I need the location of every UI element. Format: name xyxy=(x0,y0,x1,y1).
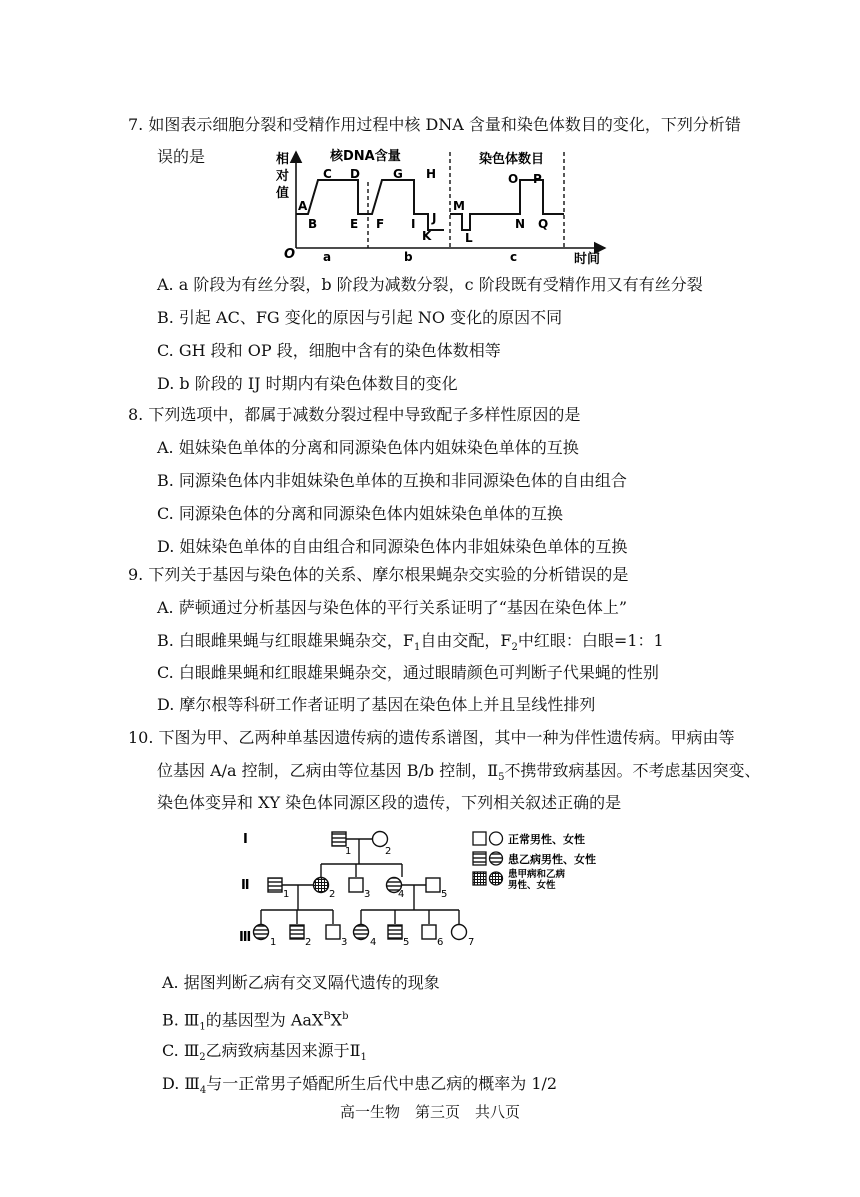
III-7-normal-female xyxy=(452,925,467,940)
III-6-num: 6 xyxy=(437,937,444,948)
q9-b-sub1: 1 xyxy=(414,642,421,654)
pedigree-chart xyxy=(230,824,615,954)
q9-option-b xyxy=(157,630,664,659)
II-4-num: 4 xyxy=(398,889,405,900)
III-1-num: 1 xyxy=(270,937,277,948)
point-M: M xyxy=(453,199,465,213)
point-B: B xyxy=(308,217,318,231)
legend-ab-male xyxy=(473,872,486,885)
II-3-num: 3 xyxy=(364,889,371,900)
q7-chart xyxy=(270,146,610,268)
legend-ab-text-2: 男性、女性 xyxy=(508,880,556,891)
II-5-normal-male xyxy=(426,878,440,892)
q10-b-x: X xyxy=(330,1010,343,1030)
q7-stem-line1: 7. 如图表示细胞分裂和受精作用过程中核 DNA 含量和染色体数目的变化，下列分析错 xyxy=(128,115,741,134)
q10-b-pre: B. Ⅲ xyxy=(162,1010,200,1030)
q10-option-c xyxy=(162,1040,367,1069)
III-6-normal-male xyxy=(422,925,436,939)
point-P: P xyxy=(533,172,542,186)
point-C: C xyxy=(323,167,332,181)
q10-d-sub: 4 xyxy=(199,1085,207,1097)
x-label: 时间 xyxy=(574,252,601,267)
II-1-affected-b-male xyxy=(268,878,282,892)
legend-ab-female xyxy=(490,872,503,885)
gen-III: Ⅲ xyxy=(239,930,252,945)
q7-option-b: B. 引起 AC、FG 变化的原因与引起 NO 变化的原因不同 xyxy=(157,308,563,327)
point-F: F xyxy=(376,217,385,231)
III-4-affected-b-female xyxy=(354,925,369,940)
III-3-normal-male xyxy=(326,925,340,939)
II-2-num: 2 xyxy=(329,889,336,900)
point-E: E xyxy=(350,217,359,231)
q9-option-a: A. 萨顿通过分析基因与染色体的平行关系证明了“基因在染色体上” xyxy=(157,598,628,617)
q10-d-pre: D. Ⅲ xyxy=(162,1074,200,1093)
q8-option-b: B. 同源染色体内非姐妹染色单体的互换和非同源染色体的自由组合 xyxy=(157,471,627,490)
q10-option-d xyxy=(162,1073,557,1102)
stage-a: a xyxy=(323,250,332,264)
q9-b-sub2: 2 xyxy=(511,642,518,654)
q9-option-d: D. 摩尔根等科研工作者证明了基因在染色体上并且呈线性排列 xyxy=(157,695,596,714)
point-Q: Q xyxy=(538,217,549,231)
q10-c-sub: 2 xyxy=(199,1052,206,1064)
I-1-num: 1 xyxy=(345,846,352,857)
origin-label: O xyxy=(284,247,296,262)
stage-b: b xyxy=(404,250,413,264)
point-L: L xyxy=(465,231,473,245)
point-K: K xyxy=(422,229,432,243)
III-2-num: 2 xyxy=(305,937,312,948)
point-D: D xyxy=(350,167,360,181)
q10-d-post: 与一正常男子婚配所生后代中患乙病的概率为 1/2 xyxy=(206,1074,558,1093)
q9-stem: 9. 下列关于基因与染色体的关系、摩尔根果蝇杂交实验的分析错误的是 xyxy=(128,565,629,584)
II-1-num: 1 xyxy=(283,889,290,900)
III-7-num: 7 xyxy=(468,937,475,948)
III-3-num: 3 xyxy=(341,937,348,948)
point-A: A xyxy=(298,199,308,213)
q10-b-sup2: b xyxy=(342,1011,349,1022)
III-2-affected-b-male xyxy=(290,925,304,939)
point-J: J xyxy=(432,211,437,225)
q9-option-c: C. 白眼雌果蝇和红眼雄果蝇杂交，通过眼睛颜色可判断子代果蝇的性别 xyxy=(157,663,659,682)
q9-b-mid: 自由交配，F xyxy=(420,631,512,650)
legend-normal-male xyxy=(473,832,486,845)
q10-stem-line3: 染色体变异和 XY 染色体同源区段的遗传，下列相关叙述正确的是 xyxy=(157,793,622,812)
y-label-1: 相 xyxy=(276,152,290,167)
legend-b-text: 患乙病男性、女性 xyxy=(508,853,596,866)
q7-option-c: C. GH 段和 OP 段，细胞中含有的染色体数相等 xyxy=(157,341,501,360)
gen-I: Ⅰ xyxy=(243,832,248,847)
q10-b-mid: 的基因型为 AaX xyxy=(205,1010,324,1030)
q10-b-sub: 1 xyxy=(199,1021,206,1033)
II-3-normal-male xyxy=(349,878,363,892)
page-footer: 高一生物 第三页 共八页 xyxy=(339,1103,520,1121)
q10-l2-pre: 位基因 A/a 控制，乙病由等位基因 B/b 控制，Ⅱ xyxy=(157,761,499,780)
point-I: I xyxy=(411,217,416,231)
q8-option-a: A. 姐妹染色单体的分离和同源染色体内姐妹染色单体的互换 xyxy=(157,438,579,457)
q10-l2-post: 不携带致病基因。不考虑基因突变、 xyxy=(504,761,761,780)
III-1-affected-b-female xyxy=(254,925,269,940)
III-4-num: 4 xyxy=(370,937,377,948)
I-2-normal-female xyxy=(373,832,388,847)
q9-b-pre: B. 白眼雌果蝇与红眼雄果蝇杂交，F xyxy=(157,631,415,650)
chrom-title: 染色体数目 xyxy=(479,152,545,167)
y-label-3: 值 xyxy=(276,186,290,201)
q10-option-b xyxy=(162,1006,348,1039)
q7-option-d: D. b 阶段的 IJ 时期内有染色体数目的变化 xyxy=(157,374,458,393)
legend-ab-text-1: 患甲病和乙病 xyxy=(508,869,566,880)
q10-b-sup1: B xyxy=(323,1011,331,1022)
I-1-affected-b-male xyxy=(332,832,346,846)
point-N: N xyxy=(515,217,526,231)
legend-b-male xyxy=(473,852,486,865)
q7-stem-line2: 误的是 xyxy=(157,147,206,166)
II-2-affected-ab-female xyxy=(314,878,329,893)
q9-b-post: 中红眼：白眼=1：1 xyxy=(517,631,664,650)
q8-option-c: C. 同源染色体的分离和同源染色体内姐妹染色单体的互换 xyxy=(157,504,563,523)
dna-title: 核DNA含量 xyxy=(330,149,401,164)
III-5-affected-b-male xyxy=(388,925,402,939)
legend-b-female xyxy=(490,852,503,865)
q10-c-pre: C. Ⅲ xyxy=(162,1041,200,1060)
q10-c-mid: 乙病致病基因来源于Ⅱ xyxy=(205,1041,361,1060)
point-H: H xyxy=(426,167,437,181)
legend-normal-female xyxy=(490,832,503,845)
dna-curve xyxy=(296,180,444,230)
point-G: G xyxy=(393,167,403,181)
q10-option-a: A. 据图判断乙病有交叉隔代遗传的现象 xyxy=(162,973,440,992)
I-2-num: 2 xyxy=(385,846,392,857)
q8-stem: 8. 下列选项中，都属于减数分裂过程中导致配子多样性原因的是 xyxy=(128,405,581,424)
gen-II: Ⅱ xyxy=(241,878,250,893)
q10-stem-line1: 10. 下图为甲、乙两种单基因遗传病的遗传系谱图，其中一种为伴性遗传病。甲病由等 xyxy=(128,728,735,747)
q10-stem-line2 xyxy=(157,760,761,789)
q8-option-d: D. 姐妹染色单体的自由组合和同源染色体内非姐妹染色单体的互换 xyxy=(157,537,628,556)
q7-option-a: A. a 阶段为有丝分裂，b 阶段为减数分裂，c 阶段既有受精作用又有有丝分裂 xyxy=(157,275,703,294)
legend-normal-text: 正常男性、女性 xyxy=(508,833,585,846)
y-label-2: 对 xyxy=(276,169,290,184)
stage-c: c xyxy=(510,250,518,264)
point-O: O xyxy=(508,172,519,186)
II-5-num: 5 xyxy=(441,889,448,900)
q10-c-sub2: 1 xyxy=(360,1052,367,1064)
III-5-num: 5 xyxy=(403,937,410,948)
q10-l2-sub: 5 xyxy=(498,772,505,784)
